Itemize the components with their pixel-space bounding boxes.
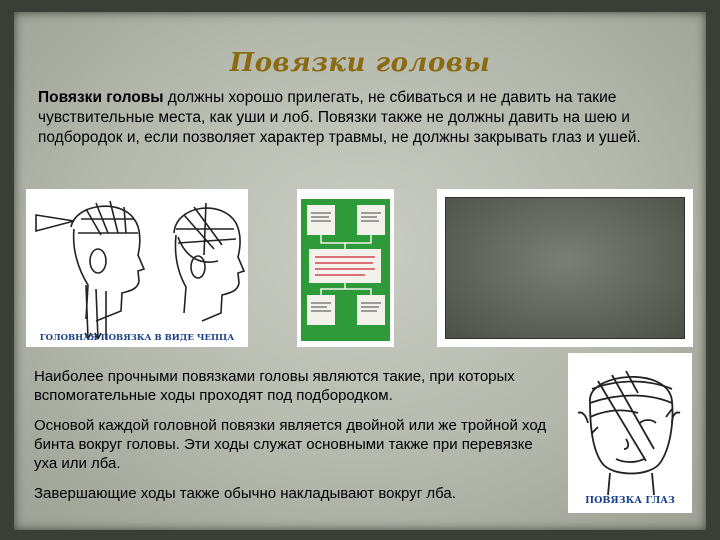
green-flow-diagram (297, 189, 394, 347)
cap-bandage-figure (26, 189, 248, 347)
eye-bandage-figure (568, 353, 692, 513)
details-text (34, 367, 554, 514)
eye-bandage-drawing (568, 353, 692, 513)
cap-bandage-caption: ГОЛОВНАЯ ПОВЯЗКА В ВИДЕ ЧЕПЦА (39, 333, 235, 343)
flow-diagram-figure (297, 189, 394, 347)
paragraph: Основой каждой головной повязки является двойной или же тройной ход бинта вокруг головы. Эти ходы служат основными также при перевязке уха или лба. (34, 417, 547, 472)
intro-text: должны хорошо прилегать, не сбиваться и не давить на такие чувствительные места, как уши и лоб. Повязки также не должны давить на шею и подбородок и, если позволяет характер травмы, не должны закрывать глаз и ушей. (38, 89, 641, 146)
blank-image-panel (445, 197, 685, 339)
slide (14, 12, 706, 530)
eye-bandage-caption: ПОВЯЗКА ГЛАЗ (585, 495, 675, 506)
slide-title: Повязки головы (229, 48, 491, 78)
intro-bold: Повязки головы (38, 89, 164, 106)
blank-image-frame (437, 189, 693, 347)
head-drawings (26, 189, 248, 347)
paragraph: Завершающие ходы также обычно накладывают вокруг лба. (34, 485, 456, 502)
intro-paragraph (38, 88, 678, 148)
paragraph: Наиболее прочными повязками головы являются такие, при которых вспомогательные ходы проходят под подбородком. (34, 368, 515, 404)
